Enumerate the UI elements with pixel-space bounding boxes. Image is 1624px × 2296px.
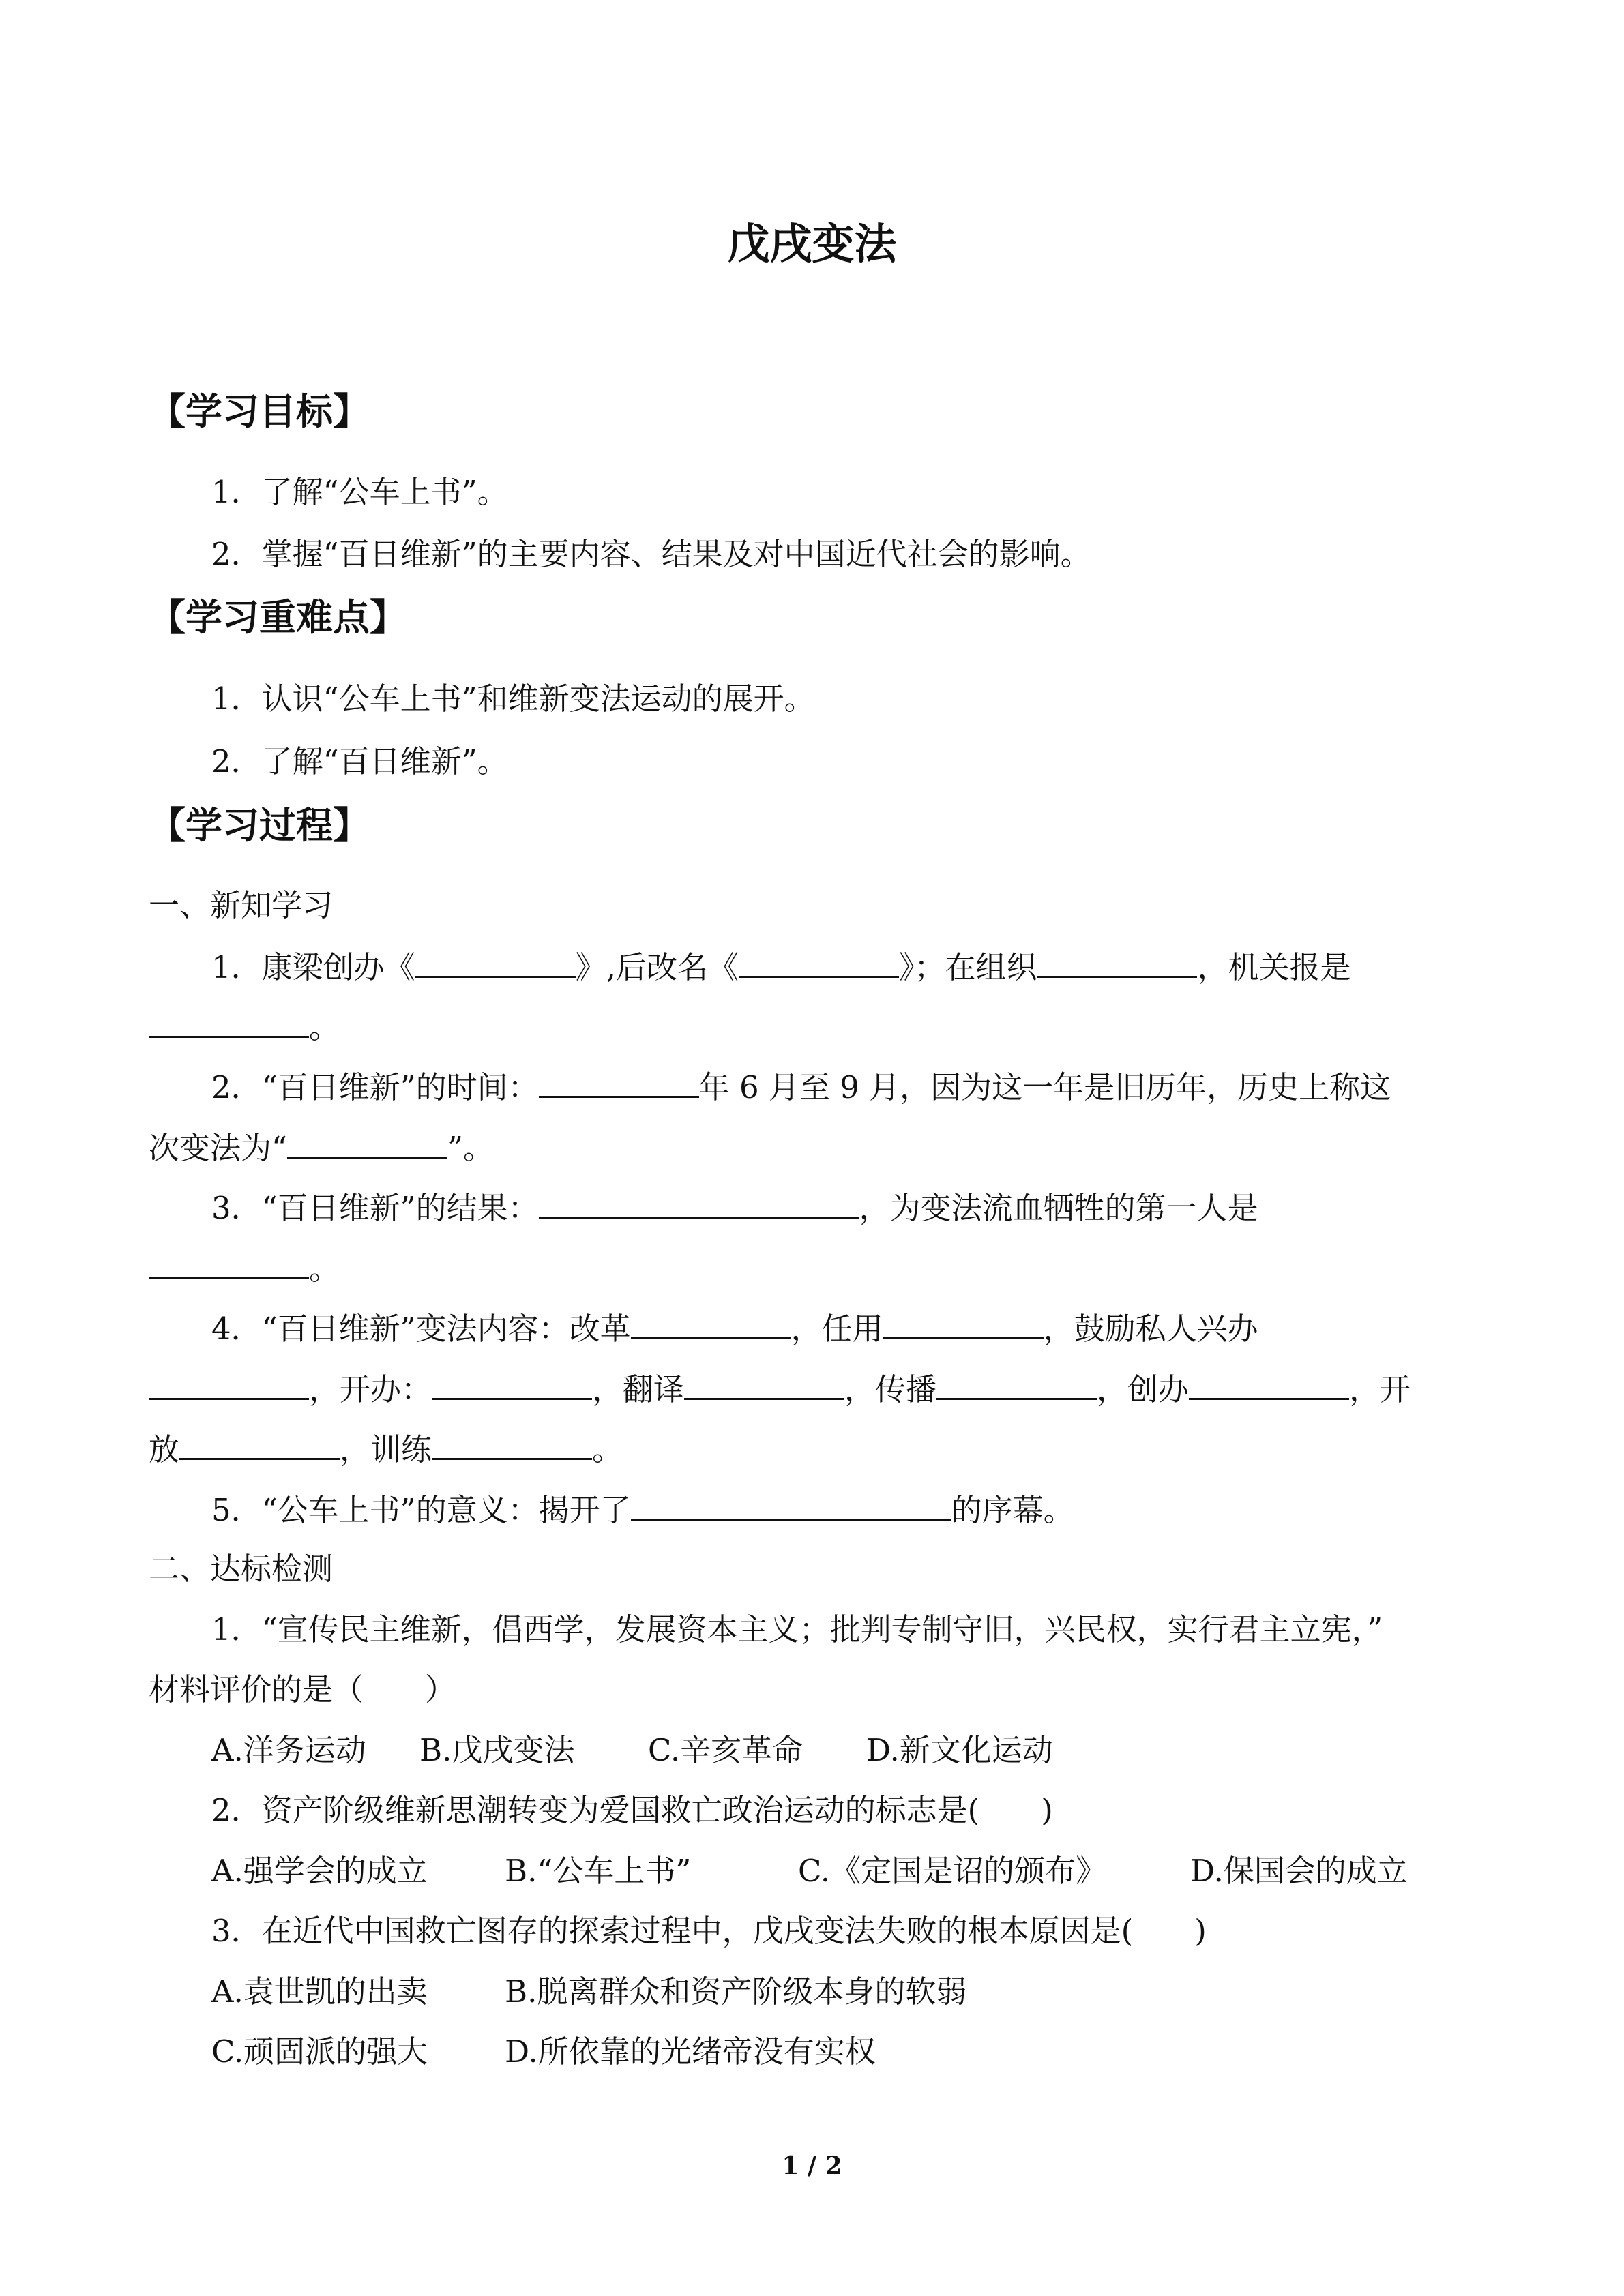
section-heading-process: 【学习过程】 — [149, 803, 370, 847]
option-c[interactable]: C.《定国是诏的颁布》 — [798, 1853, 1107, 1889]
fill-question-1: 1．康梁创办《 》,后改名《 》；在组织 ，机关报是 — [211, 946, 1350, 988]
blank[interactable] — [539, 1187, 859, 1219]
option-a[interactable]: A.袁世凯的出卖 — [211, 1973, 428, 2010]
option-d[interactable]: D.保国会的成立 — [1190, 1853, 1408, 1889]
mc-options — [211, 1730, 1053, 1771]
option-c[interactable]: C.辛亥革命 — [648, 1732, 803, 1768]
fill-question-2: 2．“百日维新”的时间： 年 6 月至 9 月，因为这一年是旧历年，历史上称这 — [211, 1066, 1391, 1108]
keypoint-item: 1．认识“公车上书”和维新变法运动的展开。 — [211, 681, 815, 717]
blank[interactable] — [684, 1368, 844, 1400]
blank[interactable] — [432, 1428, 592, 1460]
mc-options — [211, 2031, 876, 2072]
blank[interactable] — [631, 1307, 791, 1339]
option-b[interactable]: B.戊戌变法 — [419, 1732, 575, 1768]
blank[interactable] — [432, 1368, 592, 1400]
blank[interactable] — [631, 1489, 951, 1521]
goal-item: 2．掌握“百日维新”的主要内容、结果及对中国近代社会的影响。 — [211, 536, 1091, 572]
mc-options — [211, 1971, 966, 2012]
mc-question-stem: 3．在近代中国救亡图存的探索过程中，戊戌变法失败的根本原因是( ) — [211, 1913, 1207, 1949]
fill-question-2-cont: 次变法为“ ”。 — [149, 1127, 494, 1169]
fill-question-5: 5．“公车上书”的意义：揭开了 的序幕。 — [211, 1489, 1074, 1531]
option-d[interactable]: D.所依靠的光绪帝没有实权 — [505, 2033, 876, 2070]
blank[interactable] — [149, 1368, 309, 1400]
keypoint-item: 2．了解“百日维新”。 — [211, 743, 508, 779]
mc-options — [211, 1851, 1408, 1892]
page-title: 戊戌变法 — [727, 219, 897, 269]
fill-question-3: 3．“百日维新”的结果： ，为变法流血牺牲的第一人是 — [211, 1187, 1258, 1229]
blank[interactable] — [415, 946, 576, 978]
section-heading-goals: 【学习目标】 — [149, 389, 370, 433]
page-number: 1 / 2 — [782, 2151, 842, 2180]
option-b[interactable]: B.“公车上书” — [505, 1853, 692, 1889]
goal-item: 1．了解“公车上书”。 — [211, 474, 508, 510]
fill-question-1-cont: 。 — [149, 1006, 340, 1048]
part-heading-new-knowledge: 一、新知学习 — [149, 887, 334, 923]
option-d[interactable]: D.新文化运动 — [866, 1732, 1053, 1768]
mc-question-stem: 2．资产阶级维新思潮转变为爱国救亡政治运动的标志是( ) — [211, 1792, 1053, 1828]
fill-question-4-cont: ，开办： ，翻译 ，传播 ，创办 ，开 — [149, 1368, 1411, 1410]
blank[interactable] — [179, 1428, 340, 1460]
blank[interactable] — [539, 1066, 699, 1098]
part-heading-test: 二、达标检测 — [149, 1551, 334, 1587]
fill-question-4: 4．“百日维新”变法内容：改革 ，任用 ，鼓励私人兴办 — [211, 1307, 1258, 1350]
option-b[interactable]: B.脱离群众和资产阶级本身的软弱 — [505, 1973, 967, 2010]
fill-question-4-cont2: 放 ，训练 。 — [149, 1428, 623, 1470]
mc-question-stem-cont: 材料评价的是（ ） — [149, 1671, 456, 1708]
blank[interactable] — [149, 1006, 309, 1038]
mc-question-stem: 1．“宣传民主维新，倡西学，发展资本主义；批判专制守旧，兴民权，实行君主立宪，” — [211, 1611, 1383, 1648]
blank[interactable] — [739, 946, 899, 978]
blank[interactable] — [883, 1307, 1044, 1339]
fill-question-3-cont: 。 — [149, 1247, 340, 1289]
section-heading-keypoints: 【学习重难点】 — [149, 595, 407, 639]
blank[interactable] — [287, 1127, 447, 1159]
blank[interactable] — [149, 1247, 309, 1279]
blank[interactable] — [936, 1368, 1097, 1400]
option-a[interactable]: A.强学会的成立 — [211, 1853, 428, 1889]
option-c[interactable]: C.顽固派的强大 — [211, 2033, 428, 2070]
option-a[interactable]: A.洋务运动 — [211, 1732, 366, 1768]
blank[interactable] — [1037, 946, 1197, 978]
blank[interactable] — [1189, 1368, 1349, 1400]
